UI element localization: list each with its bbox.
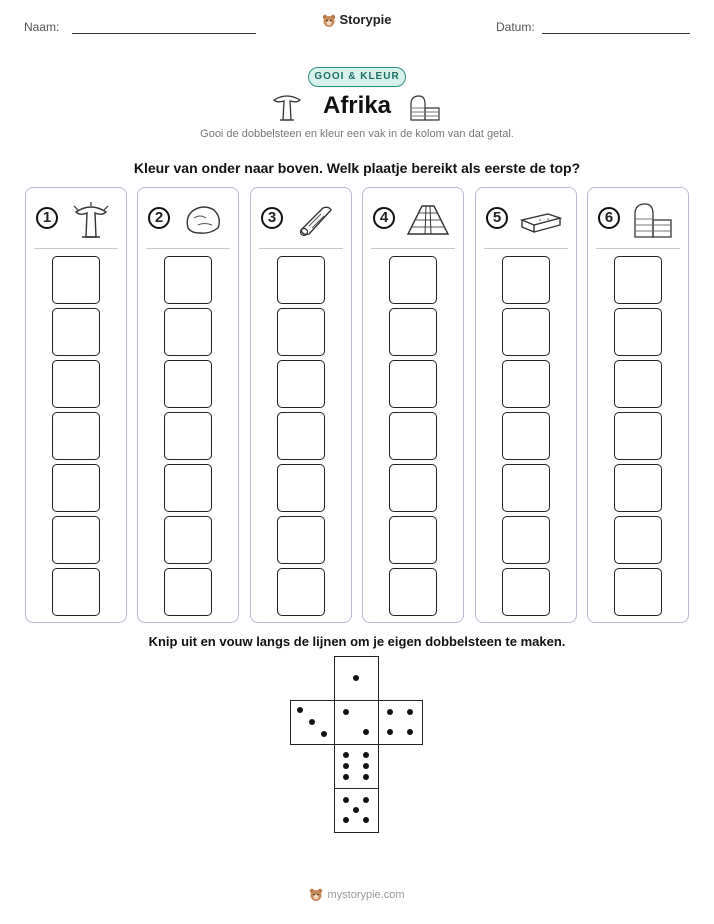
die-pip xyxy=(363,763,369,769)
footer xyxy=(0,888,714,902)
column-separator xyxy=(371,248,455,249)
color-box[interactable] xyxy=(52,412,100,460)
color-box[interactable] xyxy=(614,360,662,408)
column-1 xyxy=(25,187,127,623)
color-box[interactable] xyxy=(389,568,437,616)
die-pip xyxy=(353,675,359,681)
color-box[interactable] xyxy=(52,308,100,356)
column-6 xyxy=(587,187,689,623)
die-pip xyxy=(363,729,369,735)
color-box[interactable] xyxy=(389,516,437,564)
color-box[interactable] xyxy=(277,360,325,408)
date-label: Datum: xyxy=(496,20,535,34)
die-pip xyxy=(297,707,303,713)
column-number: 5 xyxy=(486,207,508,229)
great-zimbabwe-icon xyxy=(408,92,442,122)
die-pip xyxy=(343,797,349,803)
die-pip xyxy=(387,729,393,735)
color-box[interactable] xyxy=(614,568,662,616)
column-number: 6 xyxy=(598,207,620,229)
die-pip xyxy=(343,763,349,769)
die-face-2 xyxy=(334,700,379,745)
color-box[interactable] xyxy=(277,308,325,356)
die-pip xyxy=(407,729,413,735)
color-box[interactable] xyxy=(277,256,325,304)
color-box[interactable] xyxy=(389,360,437,408)
color-box[interactable] xyxy=(52,516,100,564)
color-box[interactable] xyxy=(164,516,212,564)
color-box[interactable] xyxy=(614,516,662,564)
storypie-bear-icon xyxy=(322,14,336,28)
color-box[interactable] xyxy=(502,360,550,408)
color-box[interactable] xyxy=(164,308,212,356)
column-number: 3 xyxy=(261,207,283,229)
die-pip xyxy=(407,709,413,715)
color-box[interactable] xyxy=(164,464,212,512)
column-separator xyxy=(259,248,343,249)
die-pip xyxy=(363,797,369,803)
scroll-icon xyxy=(293,200,339,240)
die-face-5 xyxy=(334,788,379,833)
color-box[interactable] xyxy=(52,360,100,408)
color-box[interactable] xyxy=(614,308,662,356)
color-box[interactable] xyxy=(52,464,100,512)
page-subtitle: Gooi de dobbelsteen en kleur een vak in de kolom van dat getal. xyxy=(200,128,514,140)
column-3 xyxy=(250,187,352,623)
die-pip xyxy=(343,774,349,780)
die-pip xyxy=(321,731,327,737)
color-box[interactable] xyxy=(614,412,662,460)
color-box[interactable] xyxy=(389,412,437,460)
die-face-3 xyxy=(290,700,335,745)
column-2 xyxy=(137,187,239,623)
date-line xyxy=(542,33,690,34)
column-number: 1 xyxy=(36,207,58,229)
color-box[interactable] xyxy=(389,308,437,356)
color-box[interactable] xyxy=(277,464,325,512)
column-separator xyxy=(484,248,568,249)
column-separator xyxy=(146,248,230,249)
color-box[interactable] xyxy=(389,464,437,512)
column-5 xyxy=(475,187,577,623)
color-box[interactable] xyxy=(614,256,662,304)
color-box[interactable] xyxy=(502,308,550,356)
color-box[interactable] xyxy=(389,256,437,304)
baobab-tree-icon xyxy=(68,200,114,240)
brand-name: Storypie xyxy=(339,12,392,27)
die-pip xyxy=(343,752,349,758)
die-pip xyxy=(387,709,393,715)
color-box[interactable] xyxy=(502,464,550,512)
die-pip xyxy=(343,817,349,823)
die-pip xyxy=(309,719,315,725)
rock-icon xyxy=(180,200,226,240)
color-box[interactable] xyxy=(52,568,100,616)
color-box[interactable] xyxy=(164,360,212,408)
die-pip xyxy=(363,774,369,780)
color-box[interactable] xyxy=(502,568,550,616)
color-box[interactable] xyxy=(52,256,100,304)
color-box[interactable] xyxy=(277,412,325,460)
footer-url[interactable]: mystorypie.com xyxy=(327,888,405,901)
color-box[interactable] xyxy=(502,412,550,460)
brand-logo xyxy=(0,12,714,28)
column-separator xyxy=(34,248,118,249)
die-face-4 xyxy=(378,700,423,745)
color-box[interactable] xyxy=(164,568,212,616)
brick-icon xyxy=(518,200,564,240)
die-face-6 xyxy=(334,744,379,789)
color-box[interactable] xyxy=(614,464,662,512)
die-face-1 xyxy=(334,656,379,701)
die-pip xyxy=(353,807,359,813)
color-box[interactable] xyxy=(277,516,325,564)
color-box[interactable] xyxy=(277,568,325,616)
name-line xyxy=(72,33,256,34)
cut-instruction: Knip uit en vouw langs de lijnen om je eigen dobbelsteen te maken. xyxy=(148,634,566,649)
coloring-instruction: Kleur van onder naar boven. Welk plaatje bereikt als eerste de top? xyxy=(133,160,581,176)
page-title: Afrika xyxy=(322,92,392,119)
activity-badge: GOOI & KLEUR xyxy=(308,67,406,87)
column-number: 4 xyxy=(373,207,395,229)
die-pip xyxy=(343,709,349,715)
column-4 xyxy=(362,187,464,623)
name-label: Naam: xyxy=(24,20,60,34)
color-box[interactable] xyxy=(502,256,550,304)
color-box[interactable] xyxy=(164,256,212,304)
great-zimbabwe-icon xyxy=(630,200,676,240)
storypie-bear-icon xyxy=(309,888,323,902)
pyramid-icon xyxy=(405,200,451,240)
column-separator xyxy=(596,248,680,249)
die-pip xyxy=(363,817,369,823)
color-box[interactable] xyxy=(164,412,212,460)
column-number: 2 xyxy=(148,207,170,229)
die-pip xyxy=(363,752,369,758)
color-box[interactable] xyxy=(502,516,550,564)
